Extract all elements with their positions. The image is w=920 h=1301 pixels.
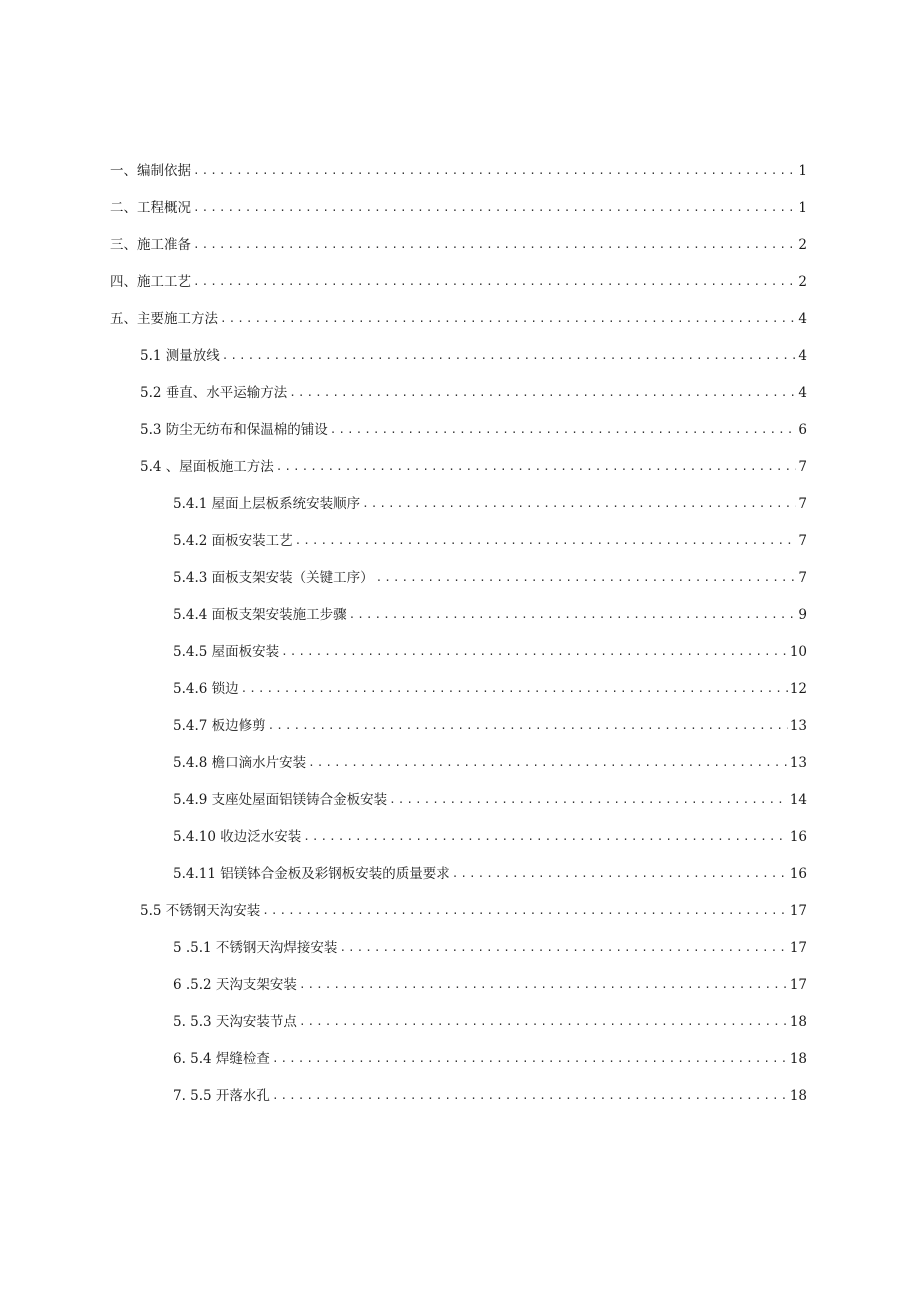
toc-entry-label: 5.4.5 屋面板安装 xyxy=(173,644,280,660)
toc-entry-page: 16 xyxy=(789,866,807,882)
toc-entry-label: 5. 5.3 天沟安装节点 xyxy=(173,1014,297,1030)
toc-entry[interactable] xyxy=(173,863,807,885)
toc-entry[interactable] xyxy=(173,974,807,996)
dot-leader xyxy=(299,974,788,996)
toc-entry-label: 5.3 防尘无纺布和保温棉的铺设 xyxy=(140,422,328,438)
dot-leader xyxy=(452,863,788,885)
toc-entry-label: 五、主要施工方法 xyxy=(110,311,218,327)
toc-entry[interactable] xyxy=(140,419,807,441)
toc-entry-page: 4 xyxy=(798,311,807,327)
toc-entry[interactable] xyxy=(140,900,807,922)
toc-entry-page: 18 xyxy=(789,1051,807,1067)
toc-entry-label: 5.4.11 铝镁钵合金板及彩钢板安装的质量要求 xyxy=(173,866,450,882)
toc-entry-label: 7. 5.5 开落水孔 xyxy=(173,1088,270,1104)
toc-entry-label: 一、编制依据 xyxy=(110,163,191,179)
toc-entry-label: 5.5 不锈钢天沟安装 xyxy=(140,903,261,919)
toc-entry-label: 6 .5.2 天沟支架安装 xyxy=(173,977,297,993)
toc-entry-label: 5.1 测量放线 xyxy=(140,348,220,364)
dot-leader xyxy=(193,271,796,293)
toc-entry-label: 二、工程概况 xyxy=(110,200,191,216)
toc-entry[interactable] xyxy=(173,493,807,515)
toc-entry[interactable] xyxy=(140,382,807,404)
toc-entry[interactable] xyxy=(110,160,807,182)
toc-entry-label: 5.2 垂直、水平运输方法 xyxy=(140,385,288,401)
toc-entry-page: 1 xyxy=(798,163,807,179)
dot-leader xyxy=(193,234,796,256)
dot-leader xyxy=(303,826,788,848)
toc-entry-page: 18 xyxy=(789,1014,807,1030)
toc-entry-page: 2 xyxy=(798,237,807,253)
toc-entry[interactable] xyxy=(110,308,807,330)
dot-leader xyxy=(330,419,797,441)
dot-leader xyxy=(349,604,797,626)
toc-entry-page: 16 xyxy=(789,829,807,845)
toc-entry[interactable] xyxy=(173,1011,807,1033)
toc-entry[interactable] xyxy=(110,234,807,256)
toc-entry-page: 4 xyxy=(798,348,807,364)
toc-entry-label: 5.4.8 檐口滴水片安装 xyxy=(173,755,307,771)
toc-entry-label: 5.4.9 支座处屋面铝镁铸合金板安装 xyxy=(173,792,388,808)
toc-entry-page: 2 xyxy=(798,274,807,290)
toc-entry-page: 7 xyxy=(798,570,807,586)
toc-entry[interactable] xyxy=(173,678,807,700)
toc-entry-label: 四、施工工艺 xyxy=(110,274,191,290)
toc-entry-label: 5.4 、屋面板施工方法 xyxy=(140,459,274,475)
dot-leader xyxy=(276,456,797,478)
toc-entry-page: 13 xyxy=(789,718,807,734)
dot-leader xyxy=(193,160,796,182)
dot-leader xyxy=(220,308,796,330)
toc-entry[interactable] xyxy=(110,197,807,219)
toc-entry-page: 14 xyxy=(789,792,807,808)
toc-entry-label: 5.4.4 面板支架安装施工步骤 xyxy=(173,607,347,623)
dot-leader xyxy=(193,197,796,219)
toc-entry-page: 7 xyxy=(798,496,807,512)
dot-leader xyxy=(241,678,788,700)
toc-entry[interactable] xyxy=(173,604,807,626)
dot-leader xyxy=(389,789,788,811)
toc-entry-label: 5.4.2 面板安装工艺 xyxy=(173,533,293,549)
dot-leader xyxy=(262,900,788,922)
toc-entry-page: 9 xyxy=(798,607,807,623)
toc-entry-label: 5.4.6 锁边 xyxy=(173,681,239,697)
toc-entry[interactable] xyxy=(110,271,807,293)
dot-leader xyxy=(268,715,788,737)
toc-entry[interactable] xyxy=(140,345,807,367)
toc-entry-label: 5.4.7 板边修剪 xyxy=(173,718,266,734)
toc-entry[interactable] xyxy=(173,567,807,589)
toc-entry-page: 10 xyxy=(789,644,807,660)
toc-entry-page: 7 xyxy=(798,459,807,475)
dot-leader xyxy=(281,641,788,663)
toc-entry[interactable] xyxy=(173,752,807,774)
toc-entry-page: 1 xyxy=(798,200,807,216)
toc-entry[interactable] xyxy=(173,530,807,552)
dot-leader xyxy=(362,493,796,515)
toc-entry-label: 三、施工准备 xyxy=(110,237,191,253)
toc-entry-page: 7 xyxy=(798,533,807,549)
toc-entry-page: 17 xyxy=(789,977,807,993)
dot-leader xyxy=(272,1048,788,1070)
dot-leader xyxy=(272,1085,788,1107)
toc-entry[interactable] xyxy=(173,1048,807,1070)
toc-entry-label: 6. 5.4 焊缝检查 xyxy=(173,1051,270,1067)
dot-leader xyxy=(299,1011,788,1033)
toc-entry-page: 6 xyxy=(798,422,807,438)
toc-entry[interactable] xyxy=(173,937,807,959)
dot-leader xyxy=(376,567,797,589)
dot-leader xyxy=(308,752,788,774)
toc-entry[interactable] xyxy=(173,789,807,811)
toc-entry-page: 4 xyxy=(798,385,807,401)
toc-entry[interactable] xyxy=(173,826,807,848)
toc-entry-label: 5.4.1 屋面上层板系统安装顺序 xyxy=(173,496,361,512)
dot-leader xyxy=(295,530,797,552)
dot-leader xyxy=(222,345,797,367)
toc-entry-page: 12 xyxy=(789,681,807,697)
toc-entry-page: 18 xyxy=(789,1088,807,1104)
toc-entry[interactable] xyxy=(140,456,807,478)
toc-entry-label: 5.4.3 面板支架安装（关键工序） xyxy=(173,570,374,586)
toc-entry[interactable] xyxy=(173,1085,807,1107)
toc-entry-page: 13 xyxy=(789,755,807,771)
toc-entry-label: 5 .5.1 不锈钢天沟焊接安装 xyxy=(173,940,338,956)
toc-entry[interactable] xyxy=(173,641,807,663)
toc-entry[interactable] xyxy=(173,715,807,737)
dot-leader xyxy=(289,382,796,404)
toc-entry-page: 17 xyxy=(789,940,807,956)
toc-entry-page: 17 xyxy=(789,903,807,919)
dot-leader xyxy=(339,937,787,959)
toc-entry-label: 5.4.10 收边泛水安装 xyxy=(173,829,302,845)
